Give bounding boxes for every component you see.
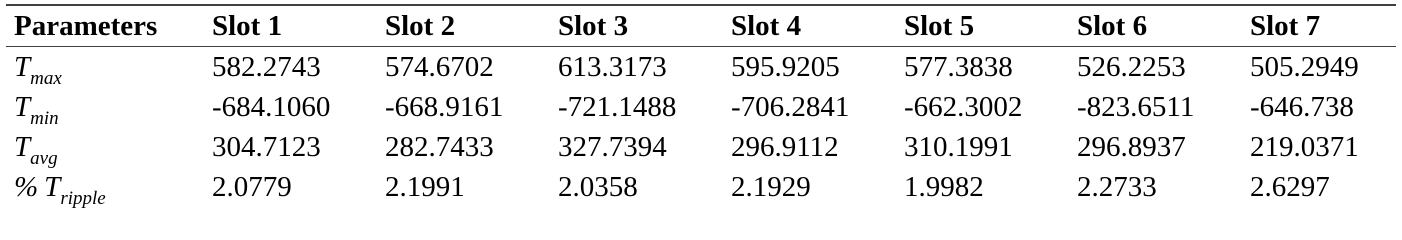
header-parameters: Parameters bbox=[14, 9, 158, 42]
param-subscript: max bbox=[30, 67, 62, 89]
table-cell: 2.1991 bbox=[385, 170, 465, 203]
param-subscript: avg bbox=[30, 147, 58, 169]
table-cell: 2.2733 bbox=[1077, 170, 1157, 203]
table-cell: -721.1488 bbox=[558, 90, 677, 123]
table-cell: 582.2743 bbox=[212, 50, 321, 83]
header-slot-7: Slot 7 bbox=[1250, 9, 1321, 42]
param-symbol: T bbox=[14, 90, 31, 123]
param-subscript: min bbox=[30, 107, 59, 129]
table-cell: 595.9205 bbox=[731, 50, 840, 83]
table-cell: -706.2841 bbox=[731, 90, 850, 123]
table-cell: 327.7394 bbox=[558, 130, 667, 163]
table-cell: 526.2253 bbox=[1077, 50, 1186, 83]
table-cell: 2.6297 bbox=[1250, 170, 1330, 203]
table-cell: 574.6702 bbox=[385, 50, 494, 83]
param-tmin bbox=[6, 90, 212, 129]
table-cell: 577.3838 bbox=[904, 50, 1013, 83]
table-cell: 310.1991 bbox=[904, 130, 1013, 163]
param-symbol: T bbox=[14, 130, 31, 163]
header-slot-3: Slot 3 bbox=[558, 9, 629, 42]
table-cell: 282.7433 bbox=[385, 130, 494, 163]
table-header-row bbox=[6, 6, 1396, 46]
table-cell: 505.2949 bbox=[1250, 50, 1359, 83]
param-tmax bbox=[6, 50, 212, 89]
param-tavg bbox=[6, 130, 212, 169]
table-cell: 296.9112 bbox=[731, 130, 839, 163]
table-cell: -823.6511 bbox=[1077, 90, 1195, 123]
table-cell: -646.738 bbox=[1250, 90, 1354, 123]
table-cell: 2.1929 bbox=[731, 170, 811, 203]
table-cell: -668.9161 bbox=[385, 90, 504, 123]
table-cell: 1.9982 bbox=[904, 170, 984, 203]
param-symbol: T bbox=[14, 50, 31, 83]
header-slot-1: Slot 1 bbox=[212, 9, 283, 42]
header-slot-6: Slot 6 bbox=[1077, 9, 1148, 42]
table-cell: 219.0371 bbox=[1250, 130, 1359, 163]
table-row-tavg bbox=[6, 127, 1396, 167]
table-cell: 296.8937 bbox=[1077, 130, 1186, 163]
table-cell: 2.0779 bbox=[212, 170, 292, 203]
table-row-tmax bbox=[6, 47, 1396, 87]
table-cell: 304.7123 bbox=[212, 130, 321, 163]
param-symbol: T bbox=[44, 170, 61, 203]
table-row-tmin bbox=[6, 87, 1396, 127]
table-cell: -684.1060 bbox=[212, 90, 331, 123]
table-cell: 2.0358 bbox=[558, 170, 638, 203]
header-slot-5: Slot 5 bbox=[904, 9, 975, 42]
param-prefix: % bbox=[14, 170, 39, 203]
param-tripple bbox=[6, 170, 212, 209]
param-subscript: ripple bbox=[60, 187, 106, 209]
header-slot-4: Slot 4 bbox=[731, 9, 802, 42]
table-cell: 613.3173 bbox=[558, 50, 667, 83]
header-slot-2: Slot 2 bbox=[385, 9, 456, 42]
parameters-table bbox=[6, 4, 1396, 207]
table-cell: -662.3002 bbox=[904, 90, 1023, 123]
table-row-tripple bbox=[6, 167, 1396, 207]
